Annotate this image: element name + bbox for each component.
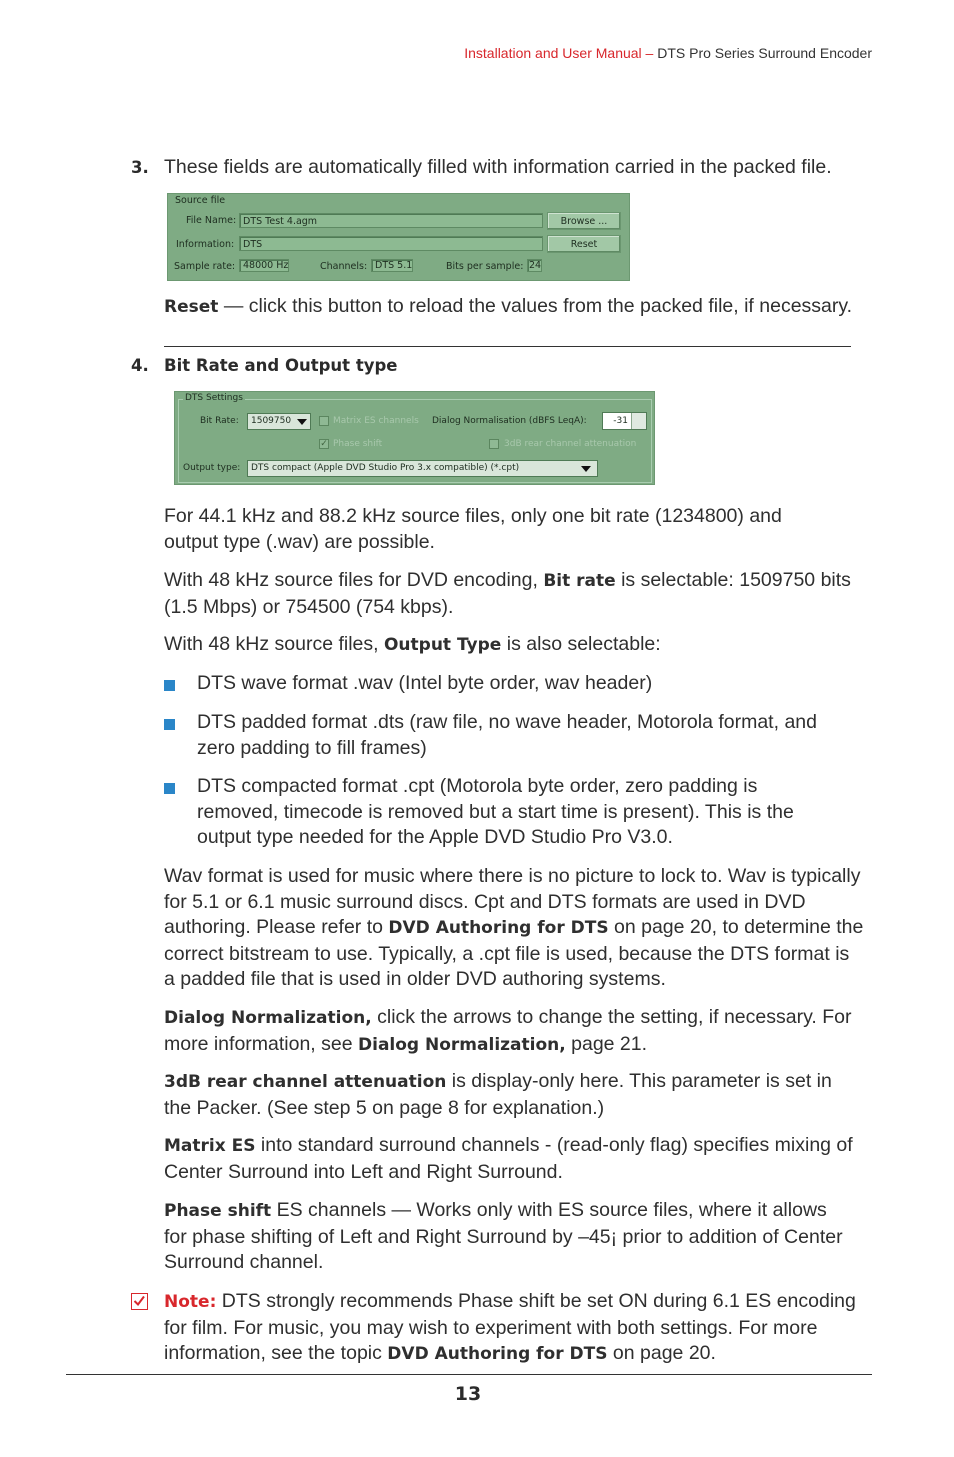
bit-rate-value: 1509750 [251, 416, 292, 426]
output-type-select[interactable] [247, 460, 598, 477]
dts-settings-panel [174, 391, 655, 485]
dts-settings-group-label: DTS Settings [185, 393, 243, 403]
matrix-es-label: Matrix ES channels [333, 416, 419, 426]
matrix-es-term: Matrix ES [164, 1136, 256, 1156]
note-pre: DTS strongly recommends Phase shift be set ON during 6.1 ES encoding for film. For music, you may wish to experiment with both settings. For more information, see the topic [164, 1290, 856, 1364]
phase-shift-term: Phase shift [164, 1201, 272, 1221]
sample-rate-label: Sample rate: [174, 261, 236, 272]
page-number: 13 [454, 1383, 482, 1405]
output-type-value: DTS compact (Apple DVD Studio Pro 3.x compatible) (*.cpt) [251, 463, 520, 473]
step-4-title: Bit Rate and Output type [164, 356, 398, 375]
file-name-field[interactable]: DTS Test 4.agm [239, 213, 543, 228]
paragraph-rear-post: is display-only here. This parameter is set in the Packer. (See step 5 on page 8 for explanation.) [164, 1070, 832, 1119]
bullet-item-wav: DTS wave format .wav (Intel byte order, wav header) [197, 672, 653, 694]
paragraph-wav-pre: Wav format is used for music where there is no picture to lock to. Wav is typically for 5.1 or 6.1 music surround discs. Cpt and DTS formats are used in DVD authoring. Please refer to [164, 865, 861, 938]
source-file-group-label: Source file [175, 195, 226, 206]
paragraph-phase-shift [164, 1198, 854, 1276]
channels-field[interactable]: DTS 5.1 [371, 259, 413, 272]
paragraph-dialog-normalization [164, 1005, 854, 1058]
bullet-square-icon [164, 719, 175, 730]
step-number-3: 3. [131, 158, 149, 177]
dvd-authoring-link[interactable]: DVD Authoring for DTS [388, 918, 609, 938]
header-manual-title: Installation and User Manual – [464, 45, 654, 61]
running-header [464, 45, 872, 61]
dialog-normalization-term: Dialog Normalization, [164, 1008, 372, 1028]
paragraph-phase-post: ES channels — Works only with ES source files, where it allows for phase shifting of Left and Right Surround by –45¡ prior to addition of Center Surround channel. [164, 1199, 843, 1273]
bits-per-sample-field[interactable]: 24 [529, 260, 542, 271]
phase-shift-label: Phase shift [333, 439, 383, 449]
section-divider [164, 346, 851, 347]
note-dvd-authoring-link[interactable]: DVD Authoring for DTS [387, 1344, 608, 1364]
rear-attenuation-term: 3dB rear channel attenuation [164, 1072, 447, 1092]
chevron-down-icon [581, 466, 591, 472]
dialog-normalisation-spinner[interactable] [602, 412, 647, 430]
output-type-term: Output Type [383, 635, 502, 655]
output-type-label: Output type: [183, 463, 241, 473]
dialog-normalisation-label: Dialog Normalisation (dBFS LeqA): [432, 416, 587, 426]
header-product-title: DTS Pro Series Surround Encoder [657, 45, 872, 61]
reset-button[interactable]: Reset [547, 235, 621, 253]
note-post: on page 20. [607, 1342, 716, 1364]
rear-attenuation-label: 3dB rear channel attenuation [504, 439, 637, 449]
footer-rule [66, 1374, 872, 1375]
paragraph-wav-format [164, 864, 864, 993]
paragraph-bit-rate [164, 568, 854, 620]
phase-shift-checkbox[interactable]: ✓ [320, 439, 328, 449]
reset-text: — click this button to reload the values from the packed file, if necessary. [218, 295, 853, 317]
bit-rate-select[interactable] [247, 413, 311, 430]
file-name-label: File Name: [186, 215, 237, 226]
dialog-normalisation-value: -31 [613, 416, 628, 426]
paragraph-bit-rate-post: is selectable: 1509750 bits (1.5 Mbps) or 754500 (754 kbps). [164, 569, 851, 618]
paragraph-dialog-post: page 21. [565, 1032, 648, 1055]
bullet-square-icon [164, 783, 175, 794]
bit-rate-label: Bit Rate: [200, 416, 239, 426]
bits-per-sample-label: Bits per sample: [446, 261, 524, 272]
paragraph-wav-post: on page 20, to determine the correct bitstream to use. Typically, a .cpt file is used, because the DTS format is a padded file that is used in older DVD authoring systems. [164, 916, 864, 990]
channels-label: Channels: [320, 261, 368, 272]
note-paragraph [164, 1289, 864, 1368]
paragraph-44khz: For 44.1 kHz and 88.2 kHz source files, only one bit rate (1234800) and output type (.wav) are possible. [164, 505, 782, 553]
paragraph-output-type-pre: With 48 kHz source files, [164, 633, 384, 655]
sample-rate-field[interactable]: 48000 Hz [239, 259, 289, 272]
browse-button[interactable]: Browse ... [547, 212, 621, 230]
chevron-down-icon [297, 419, 307, 425]
spinner-arrows-icon[interactable] [631, 413, 646, 429]
bullet-item-cpt: DTS compacted format .cpt (Motorola byte order, zero padding is removed, timecode is removed but a start time is present). This is the output type needed for the Apple DVD Studio Pro V3.0. [197, 775, 794, 848]
information-label: Information: [176, 239, 235, 250]
paragraph-bit-rate-pre: With 48 kHz source files for DVD encoding, [164, 569, 544, 591]
note-label: Note: [164, 1292, 217, 1312]
reset-term: Reset [164, 297, 219, 317]
bullet-item-dts: DTS padded format .dts (raw file, no wave header, Motorola format, and zero padding to fill frames) [197, 711, 817, 759]
paragraph-dialog-mid: click the arrows to change the setting, if necessary. For more information, see [164, 1006, 852, 1055]
bullet-square-icon [164, 680, 175, 691]
dialog-normalization-link[interactable]: Dialog Normalization, [358, 1034, 566, 1055]
paragraph-output-type [164, 632, 864, 659]
step-3-text: These fields are automatically filled with information carried in the packed file. [164, 156, 832, 178]
source-file-panel [167, 193, 630, 281]
information-field[interactable]: DTS [239, 236, 543, 251]
bit-rate-term: Bit rate [543, 571, 616, 591]
note-checkbox-icon [131, 1293, 148, 1310]
paragraph-matrix-post: into standard surround channels - (read-only flag) specifies mixing of Center Surround into Left and Right Surround. [164, 1134, 853, 1183]
paragraph-matrix-es [164, 1133, 864, 1185]
paragraph-rear-attenuation [164, 1069, 864, 1121]
step-number-4: 4. [131, 356, 149, 375]
paragraph-output-type-post: is also selectable: [501, 633, 661, 655]
matrix-es-checkbox[interactable] [319, 416, 329, 426]
rear-attenuation-checkbox[interactable] [489, 439, 499, 449]
reset-description [164, 295, 864, 318]
